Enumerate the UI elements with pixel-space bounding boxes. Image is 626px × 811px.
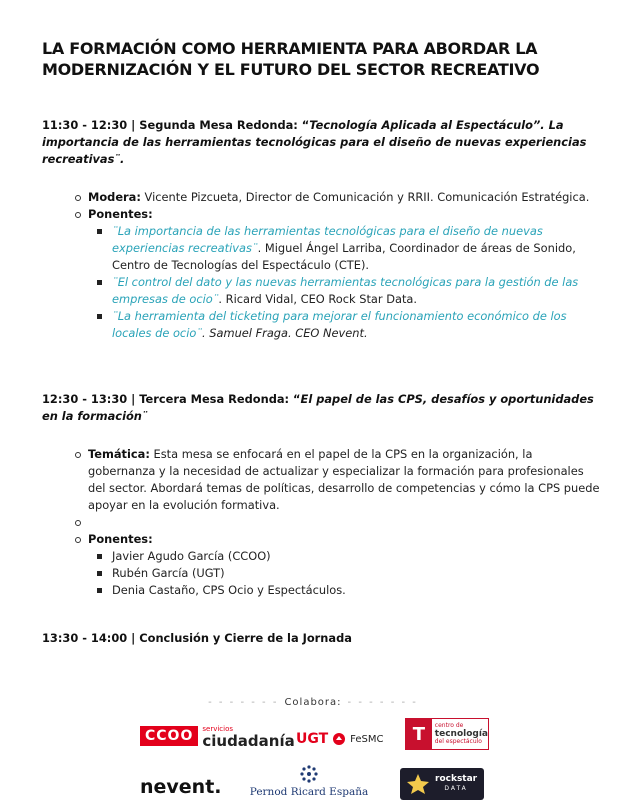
topic-text: Esta mesa se enfocará en el papel de la CPS en la organización, la gobernanza y la necesidad de actualizar y especializar la formación para profesionales del sector. Abordará temas de políticas, desarrollo de competencias y cómo la CPS puede apoyar en la evolución formativa. bbox=[88, 447, 600, 512]
pernod-wordmark: Pernod Ricard España bbox=[249, 786, 369, 798]
nevent-logo bbox=[140, 774, 222, 800]
rockstar-line-2: DATA bbox=[444, 785, 468, 792]
topic-item bbox=[42, 446, 602, 514]
talk-item bbox=[88, 223, 602, 274]
ccoo-small: servicios bbox=[202, 724, 234, 733]
speaker-name: Denia Castaño, CPS Ocio y Espectáculos. bbox=[112, 583, 346, 597]
cte-line-2: tecnología bbox=[434, 729, 488, 739]
cte-line-3: del espectáculo bbox=[434, 738, 482, 745]
talk-speaker: . Ricard Vidal, CEO Rock Star Data. bbox=[218, 292, 418, 306]
title-line-1: LA FORMACIÓN COMO HERRAMIENTA PARA ABORDAR LA bbox=[42, 39, 538, 58]
talk-item bbox=[88, 308, 602, 342]
moderator-item bbox=[42, 189, 602, 206]
ccoo-text bbox=[202, 724, 294, 749]
session-3-heading bbox=[42, 391, 602, 425]
talk-link[interactable]: ¨La herramienta del ticketing para mejorar el funcionamiento económico de los locales de ocio¨ bbox=[112, 309, 567, 340]
session-3-time-title: 12:30 - 13:30 | Tercera Mesa Redonda: “ bbox=[42, 392, 301, 406]
speakers-sublist bbox=[88, 223, 602, 342]
title-line-2: MODERNIZACIÓN Y EL FUTURO DEL SECTOR RECREATIVO bbox=[42, 60, 540, 79]
talk-item bbox=[88, 274, 602, 308]
ugt-emblem-icon bbox=[332, 732, 346, 746]
rockstar-text bbox=[435, 774, 477, 794]
session-2-topic: Tecnología Aplicada al Espectáculo”. La importancia de las herramientas tecnológicas para el diseño de nuevas experiencias recreativas¨. bbox=[42, 118, 587, 166]
cte-text bbox=[435, 722, 488, 746]
rockstar-star-icon bbox=[405, 773, 431, 795]
topic-label: Temática: bbox=[88, 447, 150, 461]
speaker-name: Javier Agudo García (CCOO) bbox=[112, 549, 271, 563]
speakers-label: Ponentes: bbox=[88, 532, 153, 546]
fesmc-text: FeSMC bbox=[350, 733, 384, 745]
ccoo-logo bbox=[140, 724, 295, 748]
speakers-sublist bbox=[88, 548, 602, 599]
rockstar-logo bbox=[400, 768, 484, 800]
session-3-list bbox=[42, 446, 602, 599]
speaker-item bbox=[88, 582, 602, 599]
ccoo-big: ciudadanía bbox=[202, 731, 295, 750]
moderator-text: Vicente Pizcueta, Director de Comunicación y RRII. Comunicación Estratégica. bbox=[140, 190, 590, 204]
speaker-name: Rubén García (UGT) bbox=[112, 566, 225, 580]
speakers-item bbox=[42, 531, 602, 599]
moderator-label: Modera: bbox=[88, 190, 141, 204]
session-4-heading: 13:30 - 14:00 | Conclusión y Cierre de la Jornada bbox=[42, 631, 352, 645]
talk-link[interactable]: ¨La importancia de las herramientas tecnológicas para el diseño de nuevas experiencias recreativas¨ bbox=[112, 224, 543, 255]
collab-label: - - - Colabora: - - - bbox=[0, 697, 626, 708]
speaker-item bbox=[88, 548, 602, 565]
cte-logo bbox=[405, 718, 489, 750]
empty-item bbox=[42, 514, 602, 531]
speakers-item bbox=[42, 206, 602, 342]
nevent-wordmark: nevent. bbox=[140, 776, 222, 798]
session-2-list bbox=[42, 189, 602, 342]
rockstar-line-1: rockstar bbox=[435, 774, 478, 784]
page-title bbox=[42, 38, 602, 80]
talk-link[interactable]: ¨El control del dato y las nuevas herramientas tecnológicas para la gestión de las empresas de ocio¨ bbox=[112, 275, 579, 306]
talk-speaker: . Miguel Ángel Larriba, Coordinador de áreas de Sonido, Centro de Tecnologías del Espectáculo (CTE). bbox=[112, 241, 576, 272]
speakers-label: Ponentes: bbox=[88, 207, 153, 221]
cte-line-1: centro de bbox=[434, 722, 464, 729]
ugt-logo bbox=[296, 728, 384, 750]
session-2-heading bbox=[42, 117, 602, 168]
ugt-mark: UGT bbox=[296, 731, 329, 747]
pernod-star-icon bbox=[299, 764, 319, 784]
cte-t-icon: T bbox=[406, 719, 432, 749]
session-3-topic: El papel de las CPS, desafíos y oportunidades en la formación¨ bbox=[42, 392, 594, 423]
speaker-item bbox=[88, 565, 602, 582]
ccoo-mark: CCOO bbox=[140, 726, 198, 746]
pernod-logo bbox=[244, 764, 374, 802]
talk-speaker: . Samuel Fraga. CEO Nevent. bbox=[202, 326, 368, 340]
session-2-time-title: 11:30 - 12:30 | Segunda Mesa Redonda: “ bbox=[42, 118, 310, 132]
